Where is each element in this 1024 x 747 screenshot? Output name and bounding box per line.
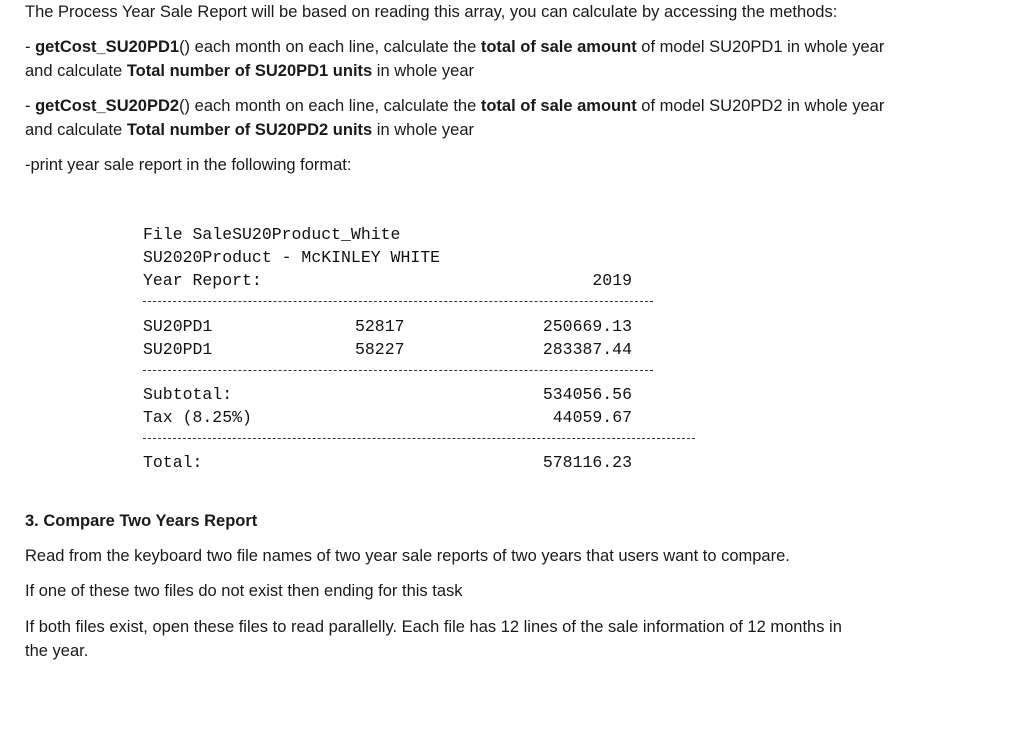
text: in whole year	[372, 62, 475, 80]
method-name: getCost_SU20PD2	[35, 97, 180, 115]
section-paragraph-cont: the year.	[25, 642, 89, 660]
report-total: 578116.23	[542, 453, 632, 472]
print-instruction: -print year sale report in the following format:	[25, 156, 352, 174]
report-product-line: SU2020Product - McKINLEY WHITE	[143, 248, 441, 267]
bullet-getcost-pd2	[25, 94, 884, 118]
bold-text: Total number of SU20PD2 units	[126, 121, 373, 139]
text: of model SU20PD2 in whole year	[636, 97, 885, 115]
report-row-units: 52817	[355, 317, 405, 336]
report-subtotal: 534056.56	[542, 385, 632, 404]
bold-text: total of sale amount	[480, 38, 637, 56]
report-total-label: Total:	[143, 453, 203, 472]
text: and calculate	[25, 121, 127, 139]
method-parens: ()	[179, 38, 191, 56]
text: in whole year	[372, 121, 475, 139]
section-paragraph: If both files exist, open these files to read parallelly. Each file has 12 lines of the sale information of 12 months in	[25, 618, 842, 636]
bullet-dash: -	[25, 38, 36, 56]
divider	[143, 370, 653, 371]
report-tax-label: Tax (8.25%)	[143, 408, 252, 427]
report-row-model: SU20PD1	[143, 317, 213, 336]
report-row-model: SU20PD1	[143, 340, 213, 359]
method-name: getCost_SU20PD1	[35, 38, 180, 56]
bold-text: total of sale amount	[480, 97, 637, 115]
bullet-getcost-pd2-line2	[25, 118, 474, 142]
section-paragraph: If one of these two files do not exist then ending for this task	[25, 582, 463, 600]
section-heading: 3. Compare Two Years Report	[25, 512, 258, 530]
bullet-getcost-pd1-line2	[25, 59, 474, 83]
text: and calculate	[25, 62, 127, 80]
bullet-dash: -	[25, 97, 36, 115]
divider	[143, 438, 695, 439]
report-year-label: Year Report:	[143, 271, 262, 290]
report-year: 2019	[592, 271, 632, 290]
report-subtotal-label: Subtotal:	[143, 385, 233, 404]
bold-text: Total number of SU20PD1 units	[126, 62, 373, 80]
report-row-units: 58227	[355, 340, 405, 359]
text: each month on each line, calculate the	[190, 97, 481, 115]
intro-paragraph: The Process Year Sale Report will be based on reading this array, you can calculate by accessing the methods:	[25, 3, 838, 21]
bullet-getcost-pd1	[25, 35, 884, 59]
divider	[143, 301, 653, 302]
text: each month on each line, calculate the	[190, 38, 481, 56]
report-row-amount: 283387.44	[542, 340, 632, 359]
report-tax: 44059.67	[552, 408, 632, 427]
report-row-amount: 250669.13	[542, 317, 632, 336]
section-paragraph: Read from the keyboard two file names of two year sale reports of two years that users want to compare.	[25, 547, 790, 565]
text: of model SU20PD1 in whole year	[636, 38, 885, 56]
report-file-line: File SaleSU20Product_White	[143, 225, 401, 244]
method-parens: ()	[179, 97, 191, 115]
